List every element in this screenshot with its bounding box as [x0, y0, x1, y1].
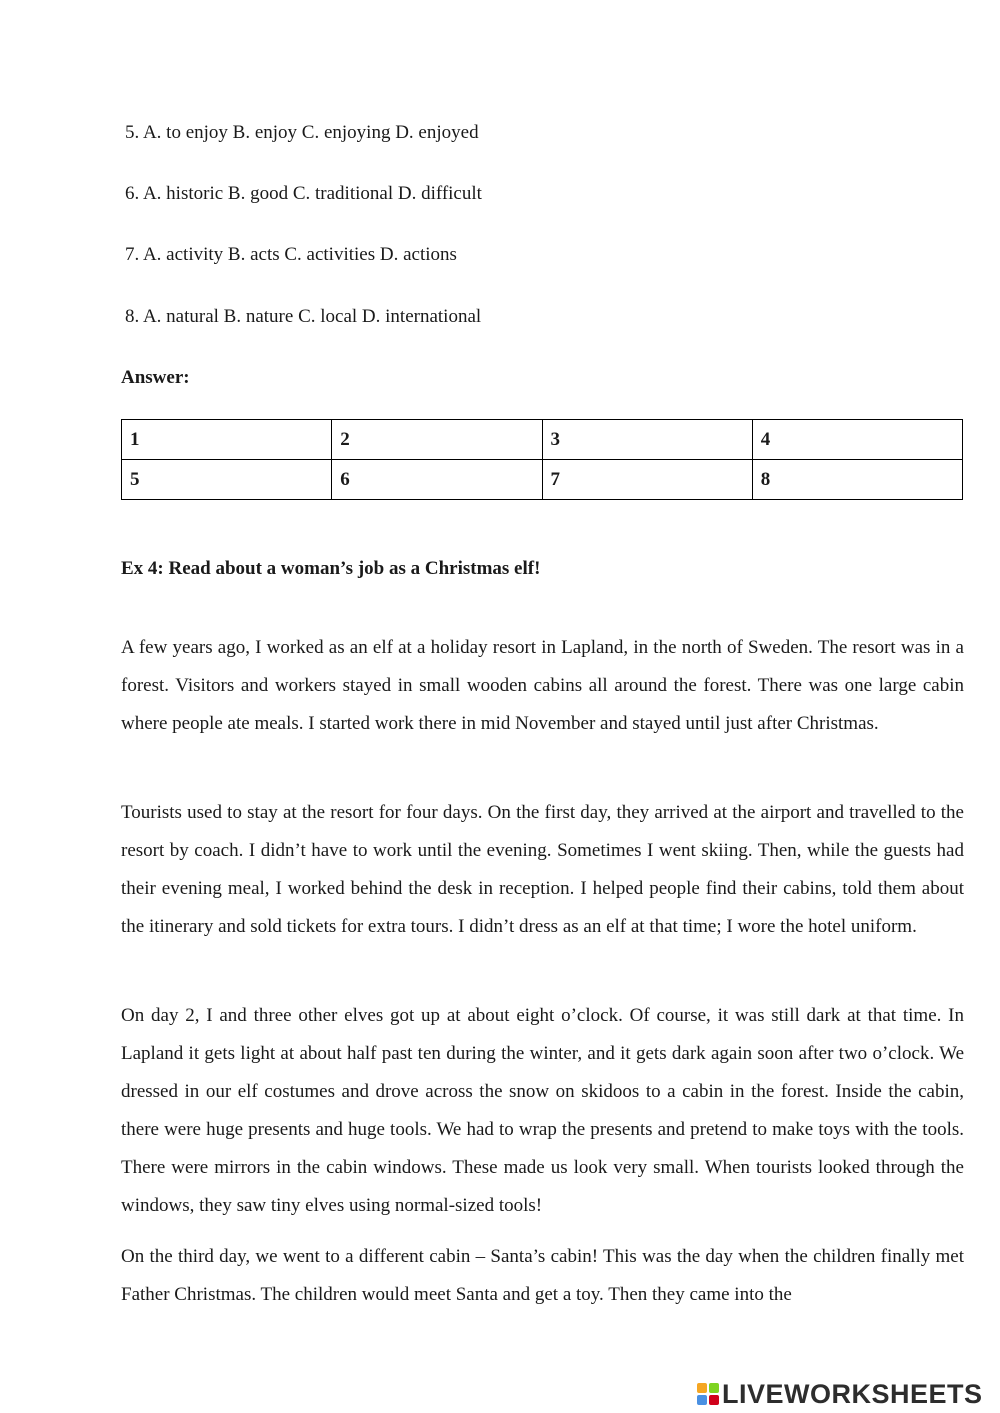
- question-8: 8. A. natural B. nature C. local D. international: [125, 306, 482, 327]
- exercise-title: Ex 4: Read about a woman’s job as a Christmas elf!: [121, 558, 541, 579]
- paragraph-2: Tourists used to stay at the resort for four days. On the first day, they arrived at the airport and travelled to the resort by coach. I didn’t have to work until the evening. Sometimes I went skiing. Then, while the guests had their evening meal, I worked behind the desk in reception. I helped people find their cabins, told them about the itinerary and sold tickets for extra tours. I didn’t dress as an elf at that time; I wore the hotel uniform.: [121, 802, 964, 937]
- paragraph-3: On day 2, I and three other elves got up at about eight o’clock. Of course, it was still dark at that time. In Lapland it gets light at about half past ten during the winter, and it gets dark again soon after two o’clock. We dressed in our elf costumes and drove across the snow on skidoos to a cabin in the forest. Inside the cabin, there were huge presents and huge tools. We had to wrap the presents and pretend to make toys with the tools. There were mirrors in the cabin windows. These made us look very small. When tourists looked through the windows, they saw tiny elves using normal-sized tools!: [121, 1005, 964, 1216]
- question-5: 5. A. to enjoy B. enjoy C. enjoying D. enjoyed: [125, 122, 479, 143]
- answer-cell-5[interactable]: 5: [122, 460, 332, 500]
- answer-row: [122, 460, 963, 500]
- answer-cell-6[interactable]: 6: [332, 460, 542, 500]
- question-6: 6. A. historic B. good C. traditional D. difficult: [125, 183, 482, 204]
- answer-row: [122, 420, 963, 460]
- paragraph-4: On the third day, we went to a different cabin – Santa’s cabin! This was the day when the children finally met Father Christmas. The children would meet Santa and get a toy. Then they came into the: [121, 1246, 964, 1305]
- question-7: 7. A. activity B. acts C. activities D. actions: [125, 244, 457, 265]
- paragraph-1: A few years ago, I worked as an elf at a holiday resort in Lapland, in the north of Sweden. The resort was in a forest. Visitors and workers stayed in small wooden cabins all around the forest. There was one large cabin where people ate meals. I started work there in mid November and stayed until just after Christmas.: [121, 637, 964, 734]
- liveworksheets-logo[interactable]: [697, 1378, 983, 1410]
- answer-cell-7[interactable]: 7: [542, 460, 752, 500]
- answer-cell-4[interactable]: 4: [752, 420, 962, 460]
- answer-cell-2[interactable]: 2: [332, 420, 542, 460]
- answer-cell-8[interactable]: 8: [752, 460, 962, 500]
- answer-label: Answer:: [121, 367, 190, 388]
- logo-text: LIVEWORKSHEETS: [722, 1378, 983, 1409]
- answer-table: [121, 419, 963, 500]
- liveworksheets-logo-icon: [697, 1383, 719, 1405]
- answer-cell-1[interactable]: 1: [122, 420, 332, 460]
- answer-cell-3[interactable]: 3: [542, 420, 752, 460]
